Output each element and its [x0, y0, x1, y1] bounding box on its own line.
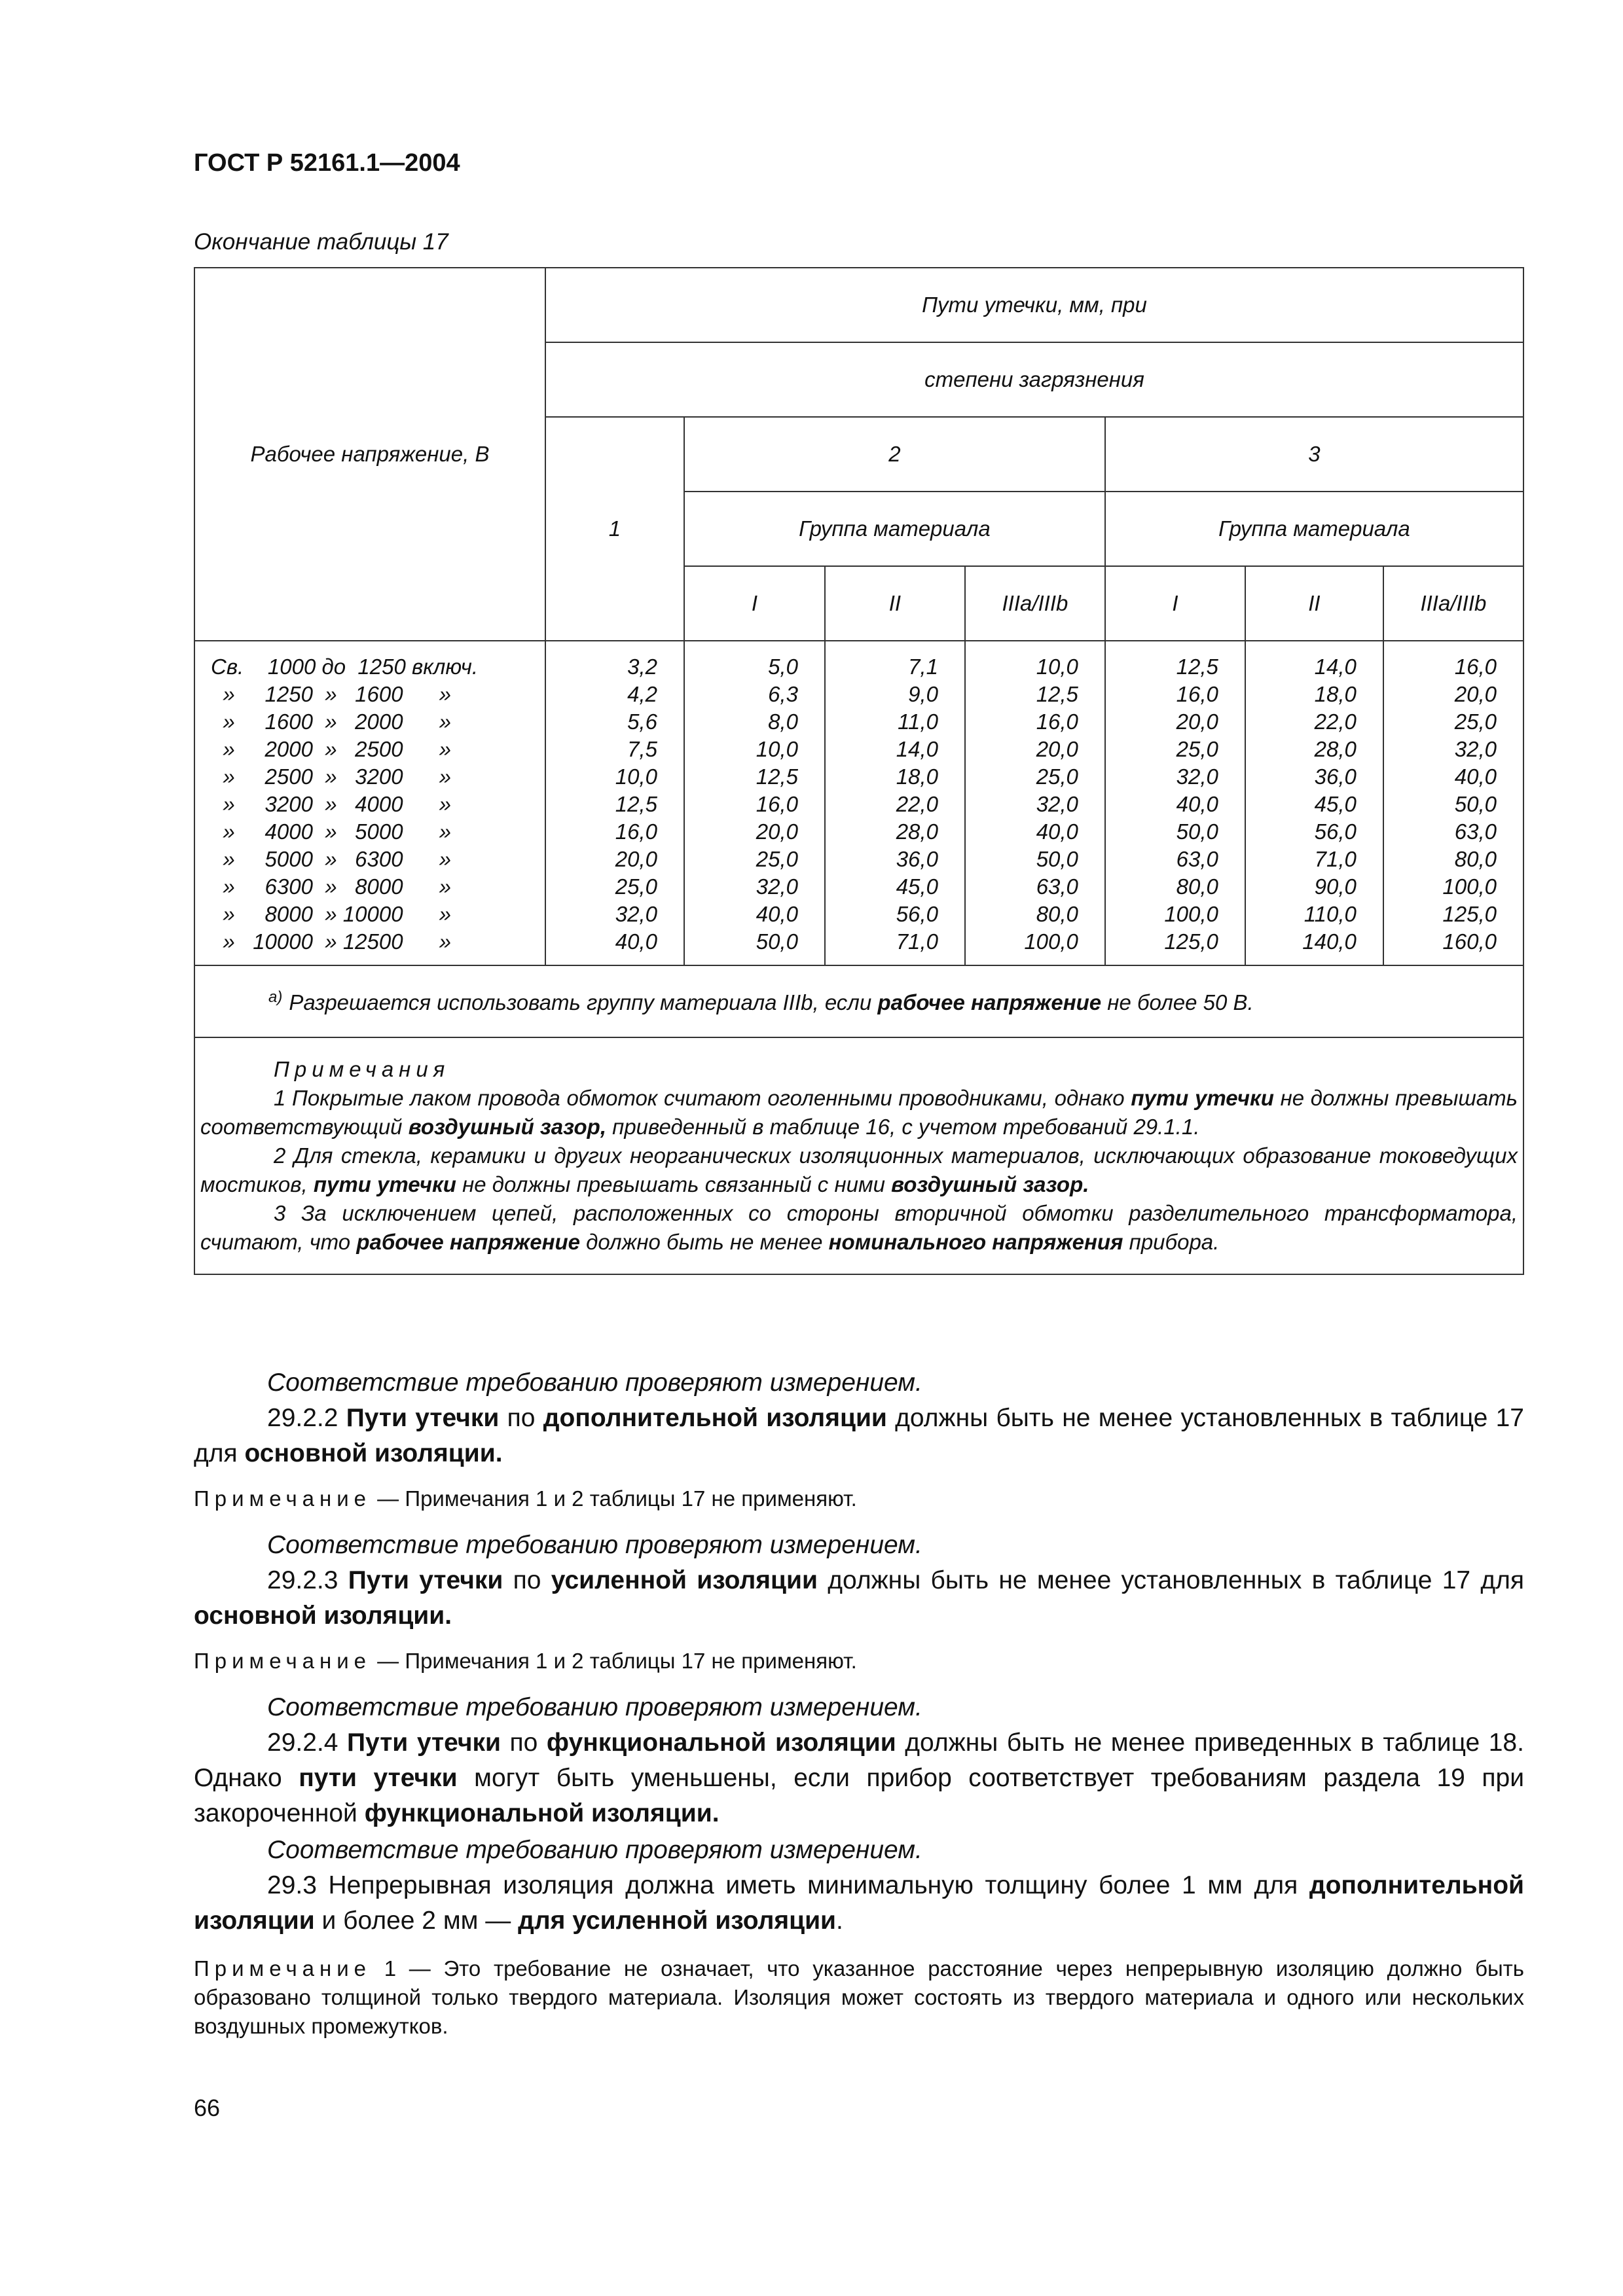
- table-cell: 14,0: [1314, 655, 1357, 679]
- table-cell: 10,0: [756, 737, 798, 761]
- table-cell: 40,0: [615, 929, 657, 954]
- note-3: 3 За исключением цепей, расположенных со стороны вторичной обмотки разделительного трансформатора, считают, что рабочее напряжение должно быть не менее номинального напряжения прибора.: [200, 1201, 1518, 1254]
- table-cell: 16,0: [1176, 682, 1218, 706]
- table-cell: » 1250 » 1600 »: [211, 682, 451, 706]
- table-cell: 12,5: [1176, 655, 1218, 679]
- table-cell: 32,0: [1454, 737, 1497, 761]
- table-notes: [194, 1037, 1523, 1274]
- clause-29-3: 29.3 Непрерывная изоляция должна иметь минимальную толщину более 1 мм для дополнительной изоляции и более 2 мм — для усиленной изоляции.: [194, 1871, 1524, 1935]
- table-cell: 140,0: [1302, 929, 1357, 954]
- table-cell: 25,0: [1036, 764, 1078, 789]
- table-cell: 90,0: [1314, 874, 1357, 899]
- clause-29-2-2: 29.2.2 Пути утечки по дополнительной изоляции должны быть не менее установленных в таблице 17 для основной изоляции.: [194, 1404, 1524, 1467]
- table-cell: 16,0: [756, 792, 798, 816]
- table-cell: 50,0: [756, 929, 798, 954]
- degree-3-group-i-column: [1105, 641, 1245, 965]
- page-number: 66: [194, 2094, 221, 2121]
- table-cell: 100,0: [1024, 929, 1078, 954]
- table-cell: 63,0: [1036, 874, 1078, 899]
- table-cell: » 1600 » 2000 »: [211, 709, 451, 734]
- conformity-line: Соответствие требованию проверяют измерением.: [267, 1531, 922, 1559]
- table-cell: 32,0: [756, 874, 798, 899]
- voltage-header: Рабочее напряжение, В: [194, 268, 545, 641]
- material-group-header: Группа материала: [684, 492, 1105, 566]
- table-cell: 7,1: [908, 655, 938, 679]
- table-cell: 5,6: [627, 709, 657, 734]
- degree-3-header: 3: [1105, 417, 1523, 492]
- degree-1-column: [545, 641, 684, 965]
- group-header-ii: II: [825, 566, 965, 641]
- table-cell: 50,0: [1454, 792, 1497, 816]
- table-caption: Окончание таблицы 17: [194, 229, 448, 255]
- degree-3-group-iii-column: [1383, 641, 1523, 965]
- table-cell: 45,0: [896, 874, 938, 899]
- table-cell: 28,0: [1314, 737, 1357, 761]
- table-cell: 45,0: [1314, 792, 1357, 816]
- table-cell: 20,0: [1176, 709, 1218, 734]
- table-cell: 18,0: [1314, 682, 1357, 706]
- conformity-line: Соответствие требованию проверяют измерением.: [267, 1836, 922, 1864]
- degree-1-header: 1: [545, 417, 684, 641]
- table-cell: 28,0: [896, 819, 938, 844]
- creepage-table: [194, 267, 1524, 1275]
- group-header-iii: IIIa/IIIb: [1383, 566, 1523, 641]
- table-cell: 20,0: [615, 847, 657, 871]
- creepage-header: Пути утечки, мм, при: [545, 268, 1523, 342]
- table-footnote: $^{а)}$ Разрешается использовать группу материала IIIb, если рабочее напряжение не более 50 В.: [194, 965, 1523, 1037]
- pollution-header: степени загрязнения: [545, 342, 1523, 417]
- table-cell: 63,0: [1454, 819, 1497, 844]
- notes-title: Примечания: [274, 1057, 450, 1081]
- table-cell: 16,0: [615, 819, 657, 844]
- table-cell: 6,3: [768, 682, 798, 706]
- table-cell: » 8000 » 10000 »: [211, 902, 451, 926]
- clause-29-2-3: 29.2.3 Пути утечки по усиленной изоляции должны быть не менее установленных в таблице 17 для основной изоляции.: [194, 1566, 1524, 1630]
- table-cell: 32,0: [615, 902, 657, 926]
- degree-2-group-i-column: [684, 641, 825, 965]
- table-cell: 125,0: [1164, 929, 1218, 954]
- table-cell: 56,0: [896, 902, 938, 926]
- table-cell: » 6300 » 8000 »: [211, 874, 451, 899]
- table-cell: » 5000 » 6300 »: [211, 847, 451, 871]
- degree-2-group-ii-column: [825, 641, 965, 965]
- table-cell: 5,0: [768, 655, 798, 679]
- table-cell: 25,0: [615, 874, 657, 899]
- table-cell: » 2000 » 2500 »: [211, 737, 451, 761]
- table-cell: 56,0: [1314, 819, 1357, 844]
- table-cell: 80,0: [1454, 847, 1497, 871]
- group-header-iii: IIIa/IIIb: [965, 566, 1105, 641]
- table-cell: 20,0: [756, 819, 798, 844]
- table-cell: 10,0: [615, 764, 657, 789]
- group-header-ii: II: [1245, 566, 1383, 641]
- table-cell: 16,0: [1036, 709, 1078, 734]
- table-cell: 40,0: [1176, 792, 1218, 816]
- table-cell: 32,0: [1036, 792, 1078, 816]
- table-cell: » 4000 » 5000 »: [211, 819, 451, 844]
- note-1: 1 Покрытые лаком провода обмоток считают оголенными проводниками, однако пути утечки не должны превышать соответствующий воздушный зазор, приведенный в таблице 16, с учетом требований 29.1.1.: [200, 1086, 1518, 1139]
- table-cell: 125,0: [1442, 902, 1497, 926]
- table-cell: 80,0: [1176, 874, 1218, 899]
- note-29-3: Примечание 1 — Это требование не означает, что указанное расстояние через непрерывную изоляцию должно быть образовано толщиной только твердого материала. Изоляция может состоять из твердого материала и одного или нескольких воздушных промежутков.: [194, 1956, 1524, 2038]
- table-cell: » 3200 » 4000 »: [211, 792, 451, 816]
- table-cell: 4,2: [627, 682, 657, 706]
- table-cell: 20,0: [1454, 682, 1497, 706]
- standard-header: ГОСТ Р 52161.1—2004: [194, 149, 460, 177]
- table-cell: 110,0: [1304, 902, 1357, 926]
- voltage-column: [194, 641, 545, 965]
- table-cell: 80,0: [1036, 902, 1078, 926]
- table-cell: 71,0: [1314, 847, 1357, 871]
- table-cell: 100,0: [1442, 874, 1497, 899]
- note-2: 2 Для стекла, керамики и других неорганических изоляционных материалов, исключающих образование токоведущих мостиков, пути утечки не должны превышать связанный с ними воздушный зазор.: [200, 1143, 1518, 1196]
- table-cell: 32,0: [1176, 764, 1218, 789]
- table-cell: 18,0: [896, 764, 938, 789]
- degree-3-group-ii-column: [1245, 641, 1383, 965]
- conformity-line: Соответствие требованию проверяют измерением.: [267, 1369, 922, 1397]
- note-29-2-3: Примечание — Примечания 1 и 2 таблицы 17 не применяют.: [194, 1649, 857, 1673]
- table-cell: 22,0: [896, 792, 938, 816]
- table-cell: 7,5: [627, 737, 657, 761]
- table-cell: 50,0: [1176, 819, 1218, 844]
- table-data-row: [194, 641, 1523, 965]
- table-cell: 71,0: [896, 929, 938, 954]
- degree-2-group-iii-column: [965, 641, 1105, 965]
- table-cell: 36,0: [1314, 764, 1357, 789]
- footnote-mark: а): [268, 988, 283, 1006]
- table-cell: 16,0: [1454, 655, 1497, 679]
- table-cell: 63,0: [1176, 847, 1218, 871]
- table-cell: 40,0: [1454, 764, 1497, 789]
- conformity-line: Соответствие требованию проверяют измерением.: [267, 1693, 922, 1721]
- table-cell: 25,0: [1454, 709, 1497, 734]
- table-cell: Св. 1000 до 1250 включ.: [211, 655, 478, 679]
- table-cell: 14,0: [896, 737, 938, 761]
- table-cell: 12,5: [1036, 682, 1078, 706]
- table-cell: 8,0: [768, 709, 798, 734]
- table-cell: 22,0: [1314, 709, 1357, 734]
- table-cell: 25,0: [1176, 737, 1218, 761]
- table-cell: 11,0: [898, 709, 938, 734]
- table-cell: 12,5: [615, 792, 657, 816]
- table-cell: 50,0: [1036, 847, 1078, 871]
- table-cell: 9,0: [908, 682, 938, 706]
- table-cell: 36,0: [896, 847, 938, 871]
- group-header-i: I: [1105, 566, 1245, 641]
- table-cell: 12,5: [756, 764, 798, 789]
- group-header-i: I: [684, 566, 825, 641]
- table-cell: 3,2: [627, 655, 657, 679]
- table-cell: 10,0: [1036, 655, 1078, 679]
- note-29-2-2: Примечание — Примечания 1 и 2 таблицы 17 не применяют.: [194, 1486, 857, 1511]
- table-cell: » 10000 » 12500 »: [211, 929, 451, 954]
- clause-29-2-4: 29.2.4 Пути утечки по функциональной изоляции должны быть не менее приведенных в таблице 18. Однако пути утечки могут быть уменьшены, если прибор соответствует требованиям раздела 19 при закороченной функциональной изоляции.: [194, 1729, 1524, 1827]
- degree-2-header: 2: [684, 417, 1105, 492]
- table-cell: 40,0: [1036, 819, 1078, 844]
- table-cell: 40,0: [756, 902, 798, 926]
- table-cell: 160,0: [1442, 929, 1497, 954]
- table-cell: 20,0: [1036, 737, 1078, 761]
- table-cell: 25,0: [756, 847, 798, 871]
- material-group-header: Группа материала: [1105, 492, 1523, 566]
- table-cell: 100,0: [1164, 902, 1218, 926]
- table-cell: » 2500 » 3200 »: [211, 764, 451, 789]
